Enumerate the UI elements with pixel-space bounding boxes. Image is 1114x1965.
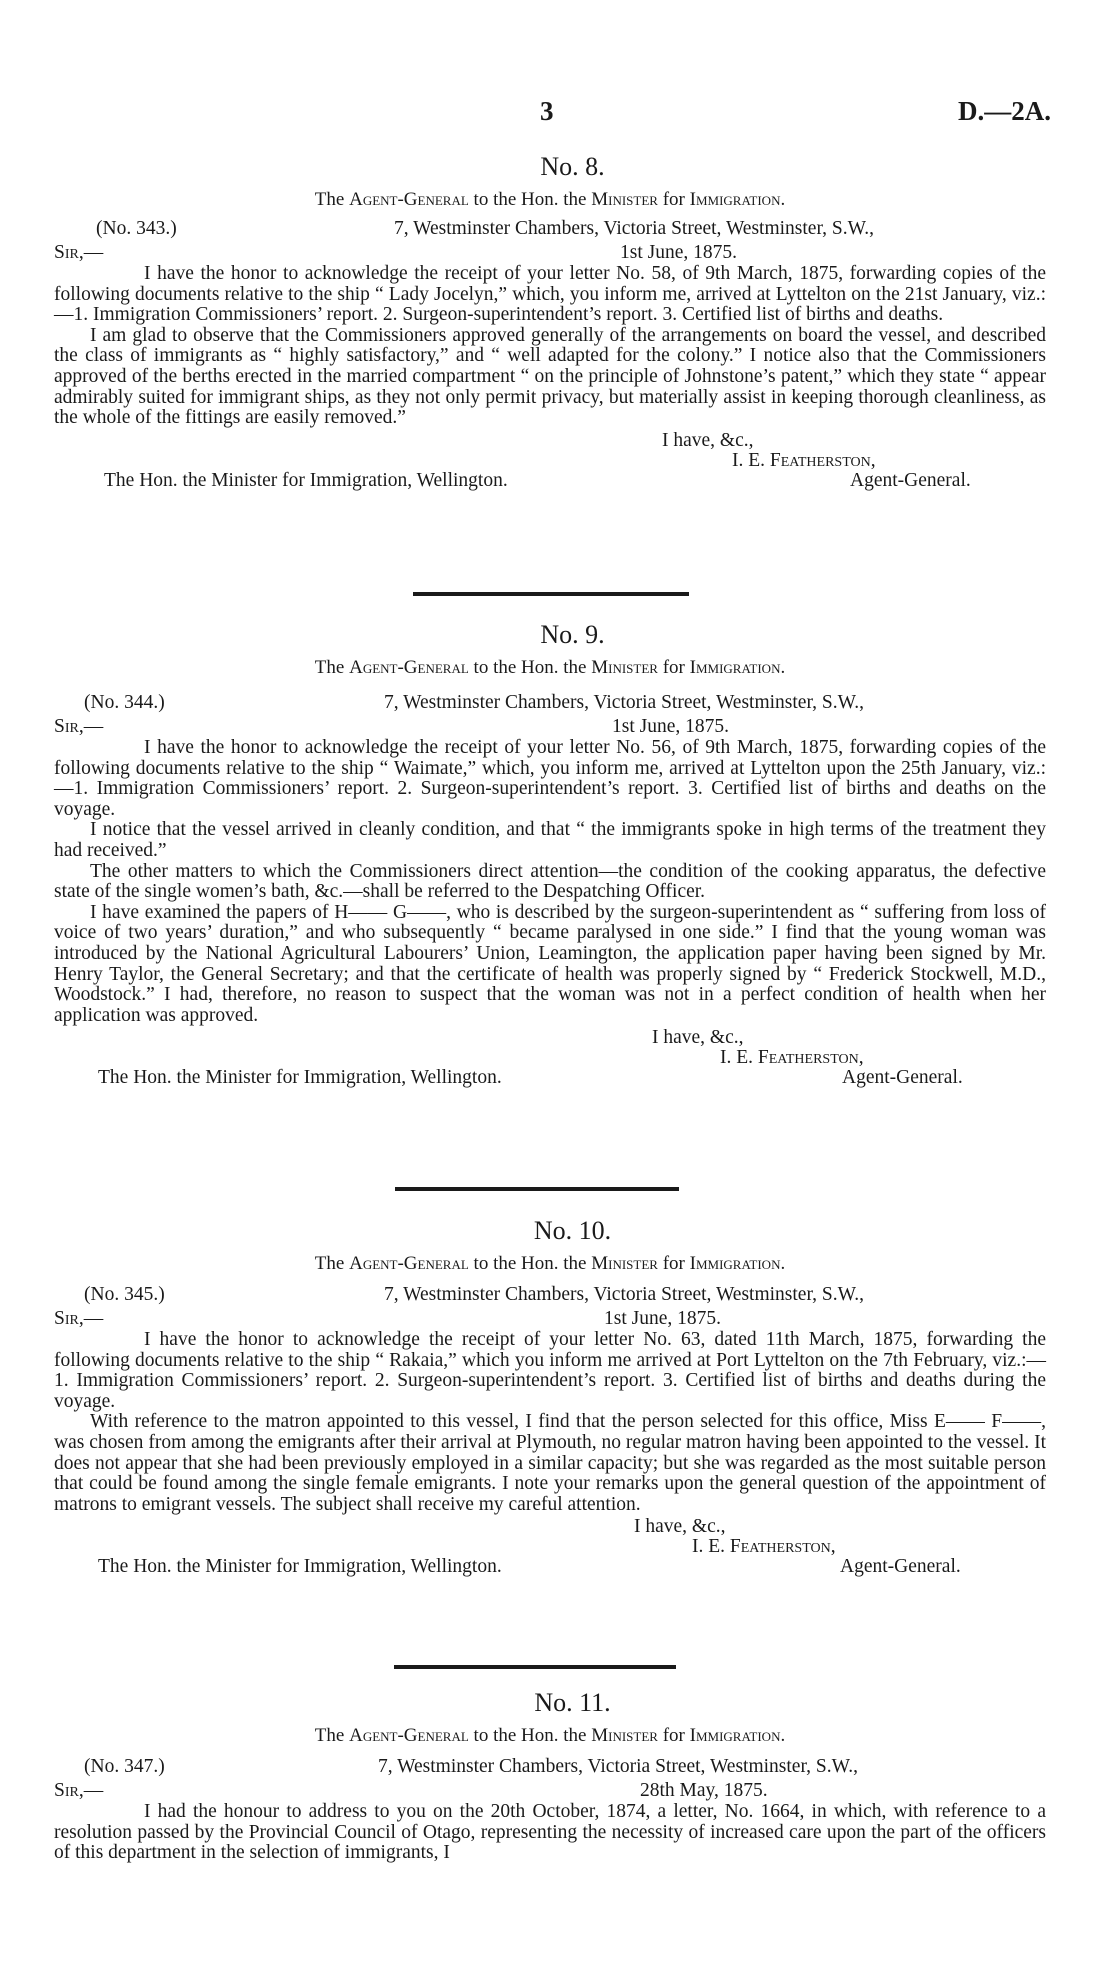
salutation: Sir,— — [54, 242, 104, 263]
letter-number: No. 8. — [540, 152, 605, 181]
salutation: Sir,— — [54, 1780, 104, 1801]
closing: I have, &c., — [652, 1027, 744, 1049]
letter-ref: (No. 345.) — [84, 1284, 165, 1305]
letter-no-8 — [54, 152, 1046, 491]
signer-name: I. E. Featherston, — [732, 449, 876, 471]
signer-title: Agent-General. — [842, 1067, 963, 1089]
signature-block — [54, 1026, 1046, 1088]
letter-number: No. 9. — [540, 620, 605, 649]
address-line: The Agent-General to the Hon. the Minister for Immigration. — [314, 1253, 786, 1274]
letter-date: 1st June, 1875. — [612, 716, 729, 737]
recipient-line: The Hon. the Minister for Immigration, Wellington. — [98, 1067, 502, 1089]
page-number: 3 — [540, 96, 554, 126]
signature-block — [54, 429, 1046, 491]
letter-place: 7, Westminster Chambers, Victoria Street, Westminster, S.W., — [384, 1284, 865, 1305]
letter-place: 7, Westminster Chambers, Victoria Street, Westminster, S.W., — [384, 692, 865, 713]
signer-name: I. E. Featherston, — [720, 1047, 864, 1069]
letter-number: No. 11. — [534, 1688, 611, 1717]
closing: I have, &c., — [662, 429, 754, 451]
paragraph: I notice that the vessel arrived in cleanly condition, and that “ the immigrants spoke in high terms of the treatment they had received.” — [54, 819, 1046, 861]
letter-body — [54, 738, 1046, 1026]
paragraph: I have the honor to acknowledge the receipt of your letter No. 56, of 9th March, 1875, forwarding copies of the following documents relative to the ship “ Waimate,” which, you inform me, arrived at Lyttelton upon the 25th January, viz.:—1. Immigration Commissioners’ report. 2. Surgeon-superintendent’s report. 3. Certified list of births and deaths on the voyage. — [54, 737, 1046, 820]
letter-ref: (No. 347.) — [84, 1756, 165, 1777]
paragraph: I had the honour to address to you on the 20th October, 1874, a letter, No. 1664, in which, with reference to a resolution passed by the Provincial Council of Otago, representing the necessity of increased care upon the part of the officers of this department in the selection of immigrants, I — [54, 1801, 1046, 1864]
salutation: Sir,— — [54, 716, 104, 737]
page-reference: D.—2A. — [958, 96, 1051, 126]
letter-no-10 — [54, 1216, 1046, 1577]
address-line: The Agent-General to the Hon. the Minister for Immigration. — [314, 1725, 786, 1746]
paragraph: I have examined the papers of H—— G——, who is described by the surgeon-superintendent as “ suffering from loss of voice of two years’ duration,” and who subsequently “ became paralysed in one side.” I find that the young woman was introduced by the National Agricultural Labourers’ Union, Leamington, the application paper having been signed by Mr. Henry Taylor, the General Secretary; and that the certificate of health was properly signed by “ Frederick Stockwell, M.D., Woodstock.” I had, therefore, no reason to suspect that the woman was not in a perfect condition of health when her application was approved. — [54, 901, 1046, 1026]
letter-header — [54, 690, 1046, 716]
closing: I have, &c., — [634, 1516, 726, 1538]
letter-date: 1st June, 1875. — [620, 242, 737, 263]
letter-number: No. 10. — [533, 1216, 612, 1245]
recipient-line: The Hon. the Minister for Immigration, Wellington. — [98, 1556, 502, 1578]
letter-date: 28th May, 1875. — [640, 1780, 768, 1801]
paragraph: The other matters to which the Commissioners direct attention—the condition of the cooking apparatus, the defective state of the single women’s bath, &c.—shall be referred to the Despatching Officer. — [54, 860, 1046, 903]
letter-body — [54, 1802, 1046, 1864]
letter-no-9 — [54, 620, 1046, 1088]
letter-no-11 — [54, 1688, 1046, 1864]
salutation-row — [54, 1308, 1046, 1330]
paragraph: With reference to the matron appointed to this vessel, I find that the person selected for this office, Miss E—— F——, was chosen from among the emigrants after their arrival at Plymouth, no regular matron having been appointed to the vessel. It does not appear that she had been previously employed in a similar capacity; but she was regarded as the most suitable person that could be found among the single female emigrants. I note your remarks upon the general question of the appointment of matrons to emigrant vessels. The subject shall receive my careful attention. — [54, 1411, 1046, 1515]
letter-header — [54, 1282, 1046, 1308]
section-divider — [395, 1187, 679, 1191]
signer-title: Agent-General. — [840, 1556, 961, 1578]
salutation-row — [54, 1780, 1046, 1802]
recipient-line: The Hon. the Minister for Immigration, Wellington. — [104, 469, 508, 491]
signer-title: Agent-General. — [850, 469, 971, 491]
letter-place: 7, Westminster Chambers, Victoria Street, Westminster, S.W., — [378, 1756, 859, 1777]
salutation-row — [54, 716, 1046, 738]
signature-block — [54, 1515, 1046, 1577]
letter-body — [54, 1330, 1046, 1515]
salutation: Sir,— — [54, 1308, 104, 1329]
address-line: The Agent-General to the Hon. the Minister for Immigration. — [314, 657, 786, 678]
paragraph: I am glad to observe that the Commissioners approved generally of the arrangements on board the vessel, and described the class of immigrants as “ highly satisfactory,” and “ well adapted for the colony.” I notice also that the Commissioners approved of the berths erected in the married compartment “ on the principle of Johnstone’s patent,” which they state “ appear admirably suited for immigrant ships, as they not only permit privacy, but materially assist in keeping thorough cleanliness, as the whole of the fittings are easily removed.” — [54, 324, 1046, 429]
letter-body — [54, 264, 1046, 429]
section-divider — [394, 1665, 676, 1669]
signer-name: I. E. Featherston, — [692, 1536, 836, 1558]
letter-header — [54, 216, 1046, 242]
paragraph: I have the honor to acknowledge the receipt of your letter No. 58, of 9th March, 1875, forwarding copies of the following documents relative to the ship “ Lady Jocelyn,” which, you inform me, arrived at Lyttelton on the 21st January, viz.:—1. Immigration Commissioners’ report. 2. Surgeon-superintendent’s report. 3. Certified list of births and deaths. — [54, 263, 1046, 326]
salutation-row — [54, 242, 1046, 264]
letter-header — [54, 1754, 1046, 1780]
letter-place: 7, Westminster Chambers, Victoria Street, Westminster, S.W., — [394, 218, 875, 239]
letter-ref: (No. 343.) — [96, 218, 177, 239]
paragraph: I have the honor to acknowledge the receipt of your letter No. 63, dated 11th March, 1875, forwarding the following documents relative to the ship “ Rakaia,” which you inform me arrived at Port Lyttelton on the 7th February, viz.:—1. Immigration Commissioners’ report. 2. Surgeon-superintendent’s report. 3. Certified list of births and deaths during the voyage. — [54, 1329, 1046, 1412]
section-divider — [413, 592, 689, 596]
address-line: The Agent-General to the Hon. the Minister for Immigration. — [314, 189, 786, 210]
letter-date: 1st June, 1875. — [604, 1308, 721, 1329]
letter-ref: (No. 344.) — [84, 692, 165, 713]
